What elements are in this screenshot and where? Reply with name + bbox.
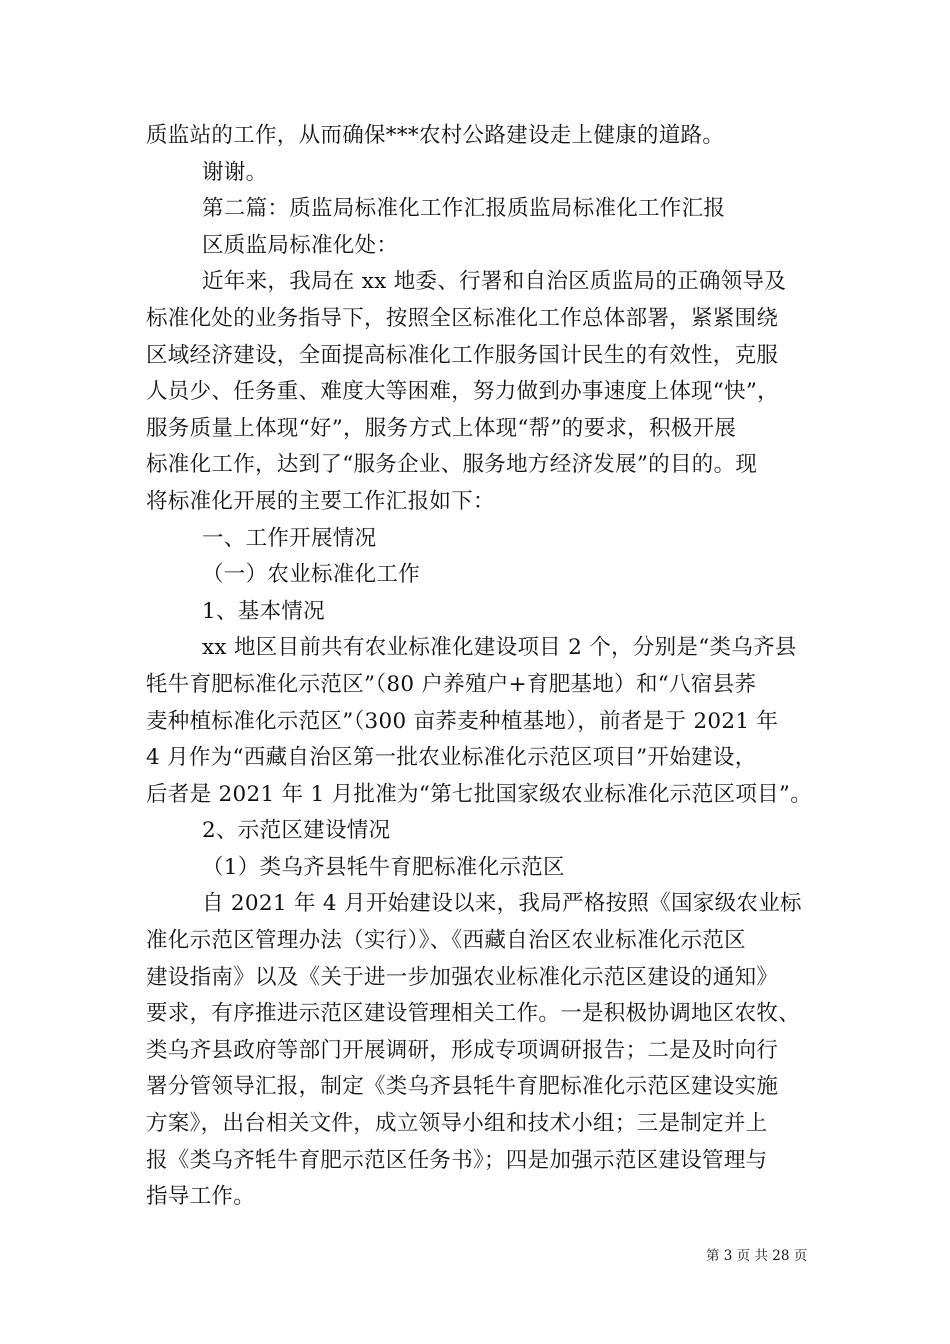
text-line: 质监站的工作，从而确保***农村公路建设走上健康的道路。 bbox=[146, 123, 725, 148]
text-line: 2、示范区建设情况 bbox=[202, 818, 391, 844]
text-line: 人员少、任务重、难度大等困难，努力做到办事速度上体现“快”， bbox=[146, 379, 779, 405]
text-line: xx 地区目前共有农业标准化建设项目 2 个，分别是“类乌齐县 bbox=[202, 635, 797, 661]
text-line: 准化示范区管理办法（实行）》、《西藏自治区农业标准化示范区 bbox=[146, 928, 746, 954]
text-line: 麦种植标准化示范区”（300 亩荞麦种植基地），前者是于 2021 年 bbox=[146, 708, 779, 734]
text-line: 牦牛育肥标准化示范区”（80 户养殖户+育肥基地）和“八宿县荞 bbox=[146, 671, 757, 697]
text-line: 方案》，出台相关文件，成立领导小组和技术小组；三是制定并上 bbox=[146, 1111, 768, 1137]
text-line: 后者是 2021 年 1 月批准为“第七批国家级农业标准化示范区项目”。 bbox=[146, 781, 813, 807]
text-line: （一）农业标准化工作 bbox=[202, 562, 421, 588]
text-line: 自 2021 年 4 月开始建设以来，我局严格按照《国家级农业标 bbox=[202, 891, 802, 917]
text-line: 署分管领导汇报，制定《类乌齐县牦牛育肥标准化示范区建设实施 bbox=[146, 1074, 779, 1100]
page-number-footer: 第 3 页 共 28 页 bbox=[706, 1248, 808, 1264]
text-line: 类乌齐县政府等部门开展调研，形成专项调研报告；二是及时向行 bbox=[146, 1037, 779, 1063]
document-body bbox=[146, 118, 813, 1216]
text-line: 标准化工作，达到了“服务企业、服务地方经济发展”的目的。现 bbox=[146, 452, 758, 478]
text-line: 谢谢。 bbox=[202, 159, 268, 185]
text-line: 1、基本情况 bbox=[202, 598, 325, 624]
text-line: 第二篇：质监局标准化工作汇报质监局标准化工作汇报 bbox=[202, 196, 726, 222]
text-line: （1）类乌齐县牦牛育肥标准化示范区 bbox=[202, 854, 565, 880]
text-line: 将标准化开展的主要工作汇报如下： bbox=[146, 488, 495, 514]
text-line: 近年来，我局在 xx 地委、行署和自治区质监局的正确领导及 bbox=[202, 269, 787, 295]
text-line: 报《类乌齐牦牛育肥示范区任务书》；四是加强示范区建设管理与 bbox=[146, 1147, 768, 1173]
text-line: 建设指南》以及《关于进一步加强农业标准化示范区建设的通知》 bbox=[146, 964, 779, 990]
text-line: 服务质量上体现“好”，服务方式上体现“帮”的要求，积极开展 bbox=[146, 415, 737, 441]
text-line: 区域经济建设，全面提高标准化工作服务国计民生的有效性，克服 bbox=[146, 342, 779, 368]
text-line: 要求，有序推进示范区建设管理相关工作。一是积极协调地区农牧、 bbox=[146, 1001, 801, 1027]
text-line: 标准化处的业务指导下，按照全区标准化工作总体部署，紧紧围绕 bbox=[146, 305, 779, 331]
text-line: 区质监局标准化处： bbox=[202, 232, 399, 258]
text-line: 一、工作开展情况 bbox=[202, 525, 377, 551]
text-line: 4 月作为“西藏自治区第一批农业标准化示范区项目”开始建设， bbox=[146, 745, 757, 771]
text-line: 指导工作。 bbox=[146, 1184, 256, 1210]
